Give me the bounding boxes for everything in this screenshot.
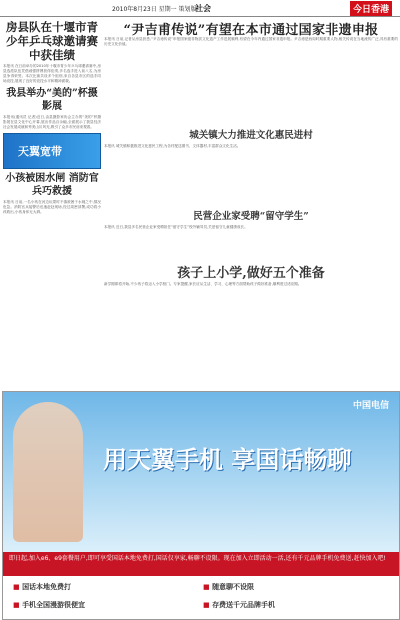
kids-body: 新学期即将开始,不少孩子将迈入小学校门。专家提醒,家长应从生活、学习、心理等方面帮助孩子做好准备,顺利度过适应期。 xyxy=(104,282,302,286)
ad-feature-item: ■ 手机全国漫游很便宜 xyxy=(13,601,86,609)
masthead-logo: 今日香港 xyxy=(350,1,392,16)
lead-body xyxy=(104,37,398,117)
ad-model-image xyxy=(13,402,83,542)
ad-hero xyxy=(3,392,399,552)
lead-intro: 本报讯 日前,记者从房县获悉,“尹吉甫传说”申报国家级非物质文化遗产工作进展顺利,有望在今年内通过国家非遗申报。尹吉甫是西周时期重要人物,相关传说在当地流传广泛,具有重要的历史文化价值。 xyxy=(104,37,398,46)
ad-slogan: 用天翼手机 享国话畅聊 xyxy=(103,446,352,474)
section-name: 社会 xyxy=(195,4,211,13)
subbody-culture: 本报讯 城关镇积极推进文化惠民工程,为各村配送图书、文体器材,丰富群众文化生活。 xyxy=(104,144,241,148)
ad-promo-text: 即日起,加入e6、e9套餐用户,即可享受国话本地免费打,国话仅享家,畅聊不设限。现在加入立即活动一活,还有千元品牌手机免费送,赶快加入吧! xyxy=(3,552,399,576)
issue-date: 2010年8月23日 星期一 策划版 xyxy=(112,6,197,13)
broadband-ad-label: 天翼宽带 xyxy=(18,145,62,158)
ad-feature-list xyxy=(3,576,399,619)
article-body-pingpong: 本报讯 在日前举办的2010年十堰市青少年乒乓球邀请赛中,房县选派队伍凭借顽强拼搏获得佳绩,多名选手进入前八名,为房县争得荣誉。本次比赛共设多个组别,来自各县市区的选手同场竞技,展现了良好的竞技水平和精神面貌。 xyxy=(3,64,101,83)
subarticle-culture xyxy=(104,127,398,149)
telecom-ad xyxy=(2,391,400,620)
main-story-area xyxy=(104,19,398,46)
article-headline-pingpong: 房县队在十堰市青少年乒乓球邀请赛中获佳绩 xyxy=(6,20,98,62)
ad-feature-item: ■ 国话本地免费打 xyxy=(13,583,72,591)
ad-feature-item: ■ 随意聊不设限 xyxy=(203,583,255,591)
left-column xyxy=(3,19,101,387)
article-body-rescue: 本报讯 日前,一名小孩在河边玩耍时不慎被困于水闸之中,情况危急。消防官兵接警后迅速赶赴现场,经过周密部署,成功将小孩救出,小孩身体无大碍。 xyxy=(3,200,101,214)
telecom-logo: 中国电信 xyxy=(352,401,389,411)
broadband-ad xyxy=(3,133,101,169)
article-body-photo: 本报讯(通讯员 记者)近日,由县摄影家协会主办的“美的”杯摄影展在县文化中心开幕,展出作品百余幅,全面展示了我县经济社会发展成就和秀美山川风光,吸引了众多市民前来观看。 xyxy=(3,115,101,129)
subbody-business: 本报讯 近日,我县多名民营企业家受聘担任“留守学生”校外辅导员,关爱留守儿童健康成长。 xyxy=(104,225,248,229)
kids-headline: 孩子上小学,做好五个准备 xyxy=(177,266,325,281)
article-headline-rescue: 小孩被困水闸 消防官兵巧救援 xyxy=(5,173,99,197)
page-header xyxy=(0,0,400,17)
article-headline-photo: 我县举办“美的”杯摄影展 xyxy=(6,88,98,112)
kids-article xyxy=(104,282,398,287)
subheadline-culture: 城关镇大力推进文化惠民进村 xyxy=(189,130,313,141)
subheadline-business: 民营企业家受聘“留守学生” xyxy=(193,211,309,222)
ad-feature-item: ■ 存费送千元品牌手机 xyxy=(203,601,276,609)
lead-headline: “尹吉甫传说”有望在本市通过国家非遗申报 xyxy=(123,23,379,38)
subarticle-business xyxy=(104,208,398,230)
